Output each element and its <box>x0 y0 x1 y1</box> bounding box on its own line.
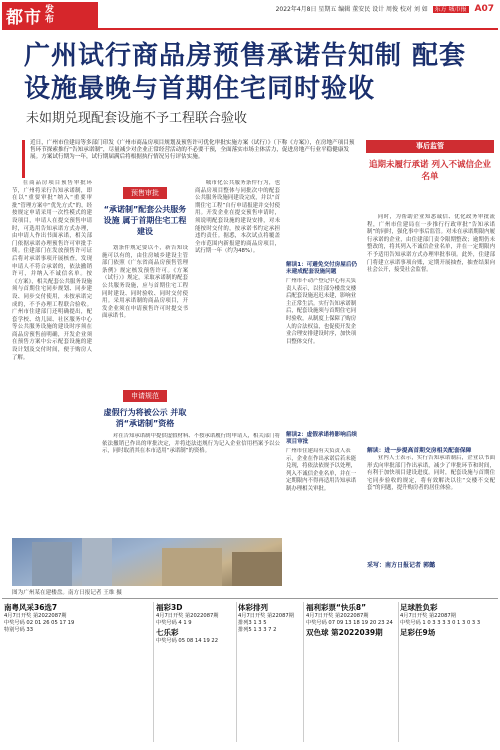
article-column-2 <box>102 245 188 380</box>
lottery-box <box>306 602 396 638</box>
sidebar-box <box>366 140 494 198</box>
article-text: 城市化公共服务条件行为，也商品房项目整体与同批次中的配套公共服务设施同建设完成，并以“首期住宅工程”自行申请报建并交付使用。开发企业在提交预售申请时，须说明配套设施的建设安排，对未能按时交付的，按承诺书约定承担违约责任。据悉，本次试点将覆盖全市范围内新报建的商品房项目，试行期一年（约为48%）。 <box>195 180 280 255</box>
lottery-line: 排列5 1 3 3 7 2 <box>238 627 277 633</box>
lottery-line: 中奖号码 4 1 9 <box>156 620 192 626</box>
masthead-subtitle: 发布 <box>45 5 55 25</box>
article-text: 划条件规定要以不，新告知设施可以有的，由住房城乡建设主管部门依照《广东省商品房预售管理条例》规定核发预售许可。《方案（试行）》规定，采取承诺制的配套公共服务设施，应与首期住宅工程同时建设、同时验收、同时交付使用。采用承诺制的商品房项目，开发企业须在申请预售许可时提交书面承诺书。 <box>102 245 188 320</box>
lottery-title: 足球胜负彩 <box>400 603 438 612</box>
section-divider <box>2 598 498 599</box>
section-title: 虚假行为将被公示 并取消“承诺制”资格 <box>103 408 187 428</box>
byline: 采写：南方日报记者 郭懿 <box>367 562 436 569</box>
building-shape <box>162 548 222 586</box>
section-header-application <box>102 383 188 429</box>
building-shape <box>232 552 282 586</box>
section-tag: 申请规范 <box>123 390 167 402</box>
subheading-interpretation-3: 解读：进一步提高首期交房相关配套保障 <box>367 448 472 454</box>
article-column-4: 广州市不动产登记中心有关负责人表示，以往部分楼盘交楼后配套设施迟迟未建，影响业主正常生活。实行告知承诺制后，配套设施须与首期住宅同时验收，从制度上保障了购房人的合法权益，也促使开发企业合理安排建设时序，加快项目整体交付。 <box>286 278 357 345</box>
subheading-interpretation-2: 解读2：虚假承诺将影响后续项目审批 <box>286 432 358 446</box>
lottery-line: 4月7日开奖 第22087期 <box>238 613 294 619</box>
dateline <box>276 4 494 14</box>
article-column-3 <box>195 180 280 380</box>
lottery-line: 4月7日开奖 第2022087期 <box>4 613 67 619</box>
photo-caption: 图为广州某在建楼盘。南方日报记者 王维 摄 <box>12 590 122 596</box>
masthead <box>2 2 98 28</box>
article-text: 同时，为帮助企业知悉诚信、优化政务审批流程，广州市住建局在一步推行行政审批“告知承诺制”的同时，强化事中事后监管。对未在承诺期限内履行承诺的企业，由住建部门责令限期整改；逾期仍未整改的，将其列入不诚信企业名单，并在一定期限内不予适用告知承诺方式办理审批事项。此外，住建部门将建立承诺事项台账，定期开展抽查，抽查结果向社会公开，接受社会监督。 <box>367 214 495 274</box>
lottery-line: 中奖号码 02 01 26 05 17 19 <box>4 620 75 626</box>
lottery-subtitle: 足彩任9场 <box>400 628 436 637</box>
lottery-line: 中奖号码 05 08 14 19 22 <box>156 638 218 644</box>
article-text: 在商品房项目预售审批环节，广州将采行告知承诺制，即在以“重要审批”纳入“重要审批”管理方案中“优先方式”的，经按规定申请采用一次性模式的建设项目，申请人在提交预售申请时，可选用告知承诺方式办理，由申请人作出书面承诺，相关部门依据承诺办理预售许可审批手续。住建部门在发放预售许可证后将对承诺事项开展核查，发现申请人不符合承诺的，依法撤销许可，并纳入不诚信名单。按《方案》，相关配套公共服务设施须与首期住宅同步规划、同步建设、同步交付使用，未按承诺完成的，不予办理工程联合验收。广州市住建部门还明确提出，配套学校、幼儿园、社区服务中心等公共服务设施的建设时序须在商品房预售前明确，开发企业须在预售方案中公示配套设施的建设计划及交付时间，便于购房人了解。 <box>12 180 92 361</box>
lottery-box <box>4 602 104 634</box>
page-subtitle: 未如期兑现配套设施不予工程联合验收 <box>26 111 248 126</box>
column-divider <box>398 602 399 742</box>
column-divider <box>303 602 304 742</box>
lottery-line: 中奖号码 1 0 3 3 3 3 0 1 3 0 3 3 <box>400 620 481 626</box>
news-photo <box>12 538 282 586</box>
lottery-title: 体彩排列 <box>238 603 268 612</box>
section-header-approval <box>102 180 188 237</box>
lottery-title: 南粤风采36选7 <box>4 603 58 612</box>
lead-paragraph: 近日，广州市住建局等多部门印发《广州市商品房项目规划及预售许可优化审批实施方案（试行）》（下称《方案》），在房地产项目预售环节探索推行“告知承诺制”，尽量减少对企业正常经营活动的不必要干预，全面落实市场主体活力，促进房地产行业平稳健康发展。方案试行期为一年，试行期届满后将根据执行情况另行评估实施。 <box>22 140 357 178</box>
section-tag: 预售审批 <box>123 187 167 199</box>
building-shape <box>32 542 72 586</box>
article-column-2b <box>102 433 280 533</box>
page-title: 广州试行商品房预售承诺告知制 配套设施最晚与首期住宅同时验收 <box>24 41 467 104</box>
lottery-subtitle: 双色球 第2022039期 <box>306 628 383 637</box>
sidebar-title: 追期未履行承诺 列入不诚信企业名单 <box>369 160 491 182</box>
lottery-line: 特别号码 33 <box>4 627 33 633</box>
column-divider <box>153 602 154 742</box>
building-shape <box>82 538 112 586</box>
article-column-5: 广州市住建局有关负责人表示，企业在作出承诺后若未能兑现，将依法依规予以处理，列入不诚信企业名单，并在一定期限内不得再适用告知承诺制办理相关审批。 <box>286 448 357 492</box>
section-title: “承诺制”配套公共服务设施 属于首期住宅工程建设 <box>103 205 187 236</box>
lottery-line: 4月7日开奖 第22087期 <box>400 613 456 619</box>
dateline-text: 2022年4月8日 星期五 编辑 董安民 设计 周俊 校对 刘 如 <box>275 6 428 13</box>
article-text: 对在告知承诺制中提供虚假材料、不按承诺履行的申请人，相关部门将依法撤销已作出的审批决定，并将违法违规行为记入企业信用档案予以公示，同时取消其在本市适用“承诺制”的资格。 <box>102 433 280 455</box>
article-column-right <box>367 214 495 444</box>
lottery-box <box>238 602 300 634</box>
header-rule <box>2 28 498 30</box>
dateline-tag: 东方 城市报 <box>434 6 467 13</box>
lottery-line: 4月7日开奖 第2022087期 <box>306 613 369 619</box>
lottery-title: 福彩3D <box>156 603 183 612</box>
masthead-title: 都市 <box>6 7 42 28</box>
article-column-1 <box>12 180 92 578</box>
lottery-box <box>156 602 236 645</box>
top-bar <box>0 0 500 28</box>
page-number: A07 <box>474 4 494 14</box>
lottery-line: 4月7日开奖 第2022087期 <box>156 613 219 619</box>
lottery-box <box>400 602 498 638</box>
article-text: 业内人士表示，实行告知承诺制后，企业以书面形式向审批部门作出承诺，减少了审批环节和时间，有利于加快项目建设进度。同时，配套设施与首期住宅同步验收的规定，将有效解决以往“交楼不交配套”的问题，提升购房者的居住体验。 <box>367 455 495 492</box>
lottery-line: 排列3 1 3 5 <box>238 620 267 626</box>
lottery-title: 福利彩票“快乐8” <box>306 603 367 612</box>
subheading-interpretation-1: 解读1：可避免交付房屋后仍未建成配套设施问题 <box>286 262 358 276</box>
lottery-line: 中奖号码 07 09 13 18 19 20 23 24 <box>306 620 393 626</box>
sidebar-label: 事后监管 <box>366 140 494 153</box>
column-divider <box>236 602 237 742</box>
lottery-subtitle: 七乐彩 <box>156 628 179 637</box>
article-column-right-2 <box>367 455 495 560</box>
